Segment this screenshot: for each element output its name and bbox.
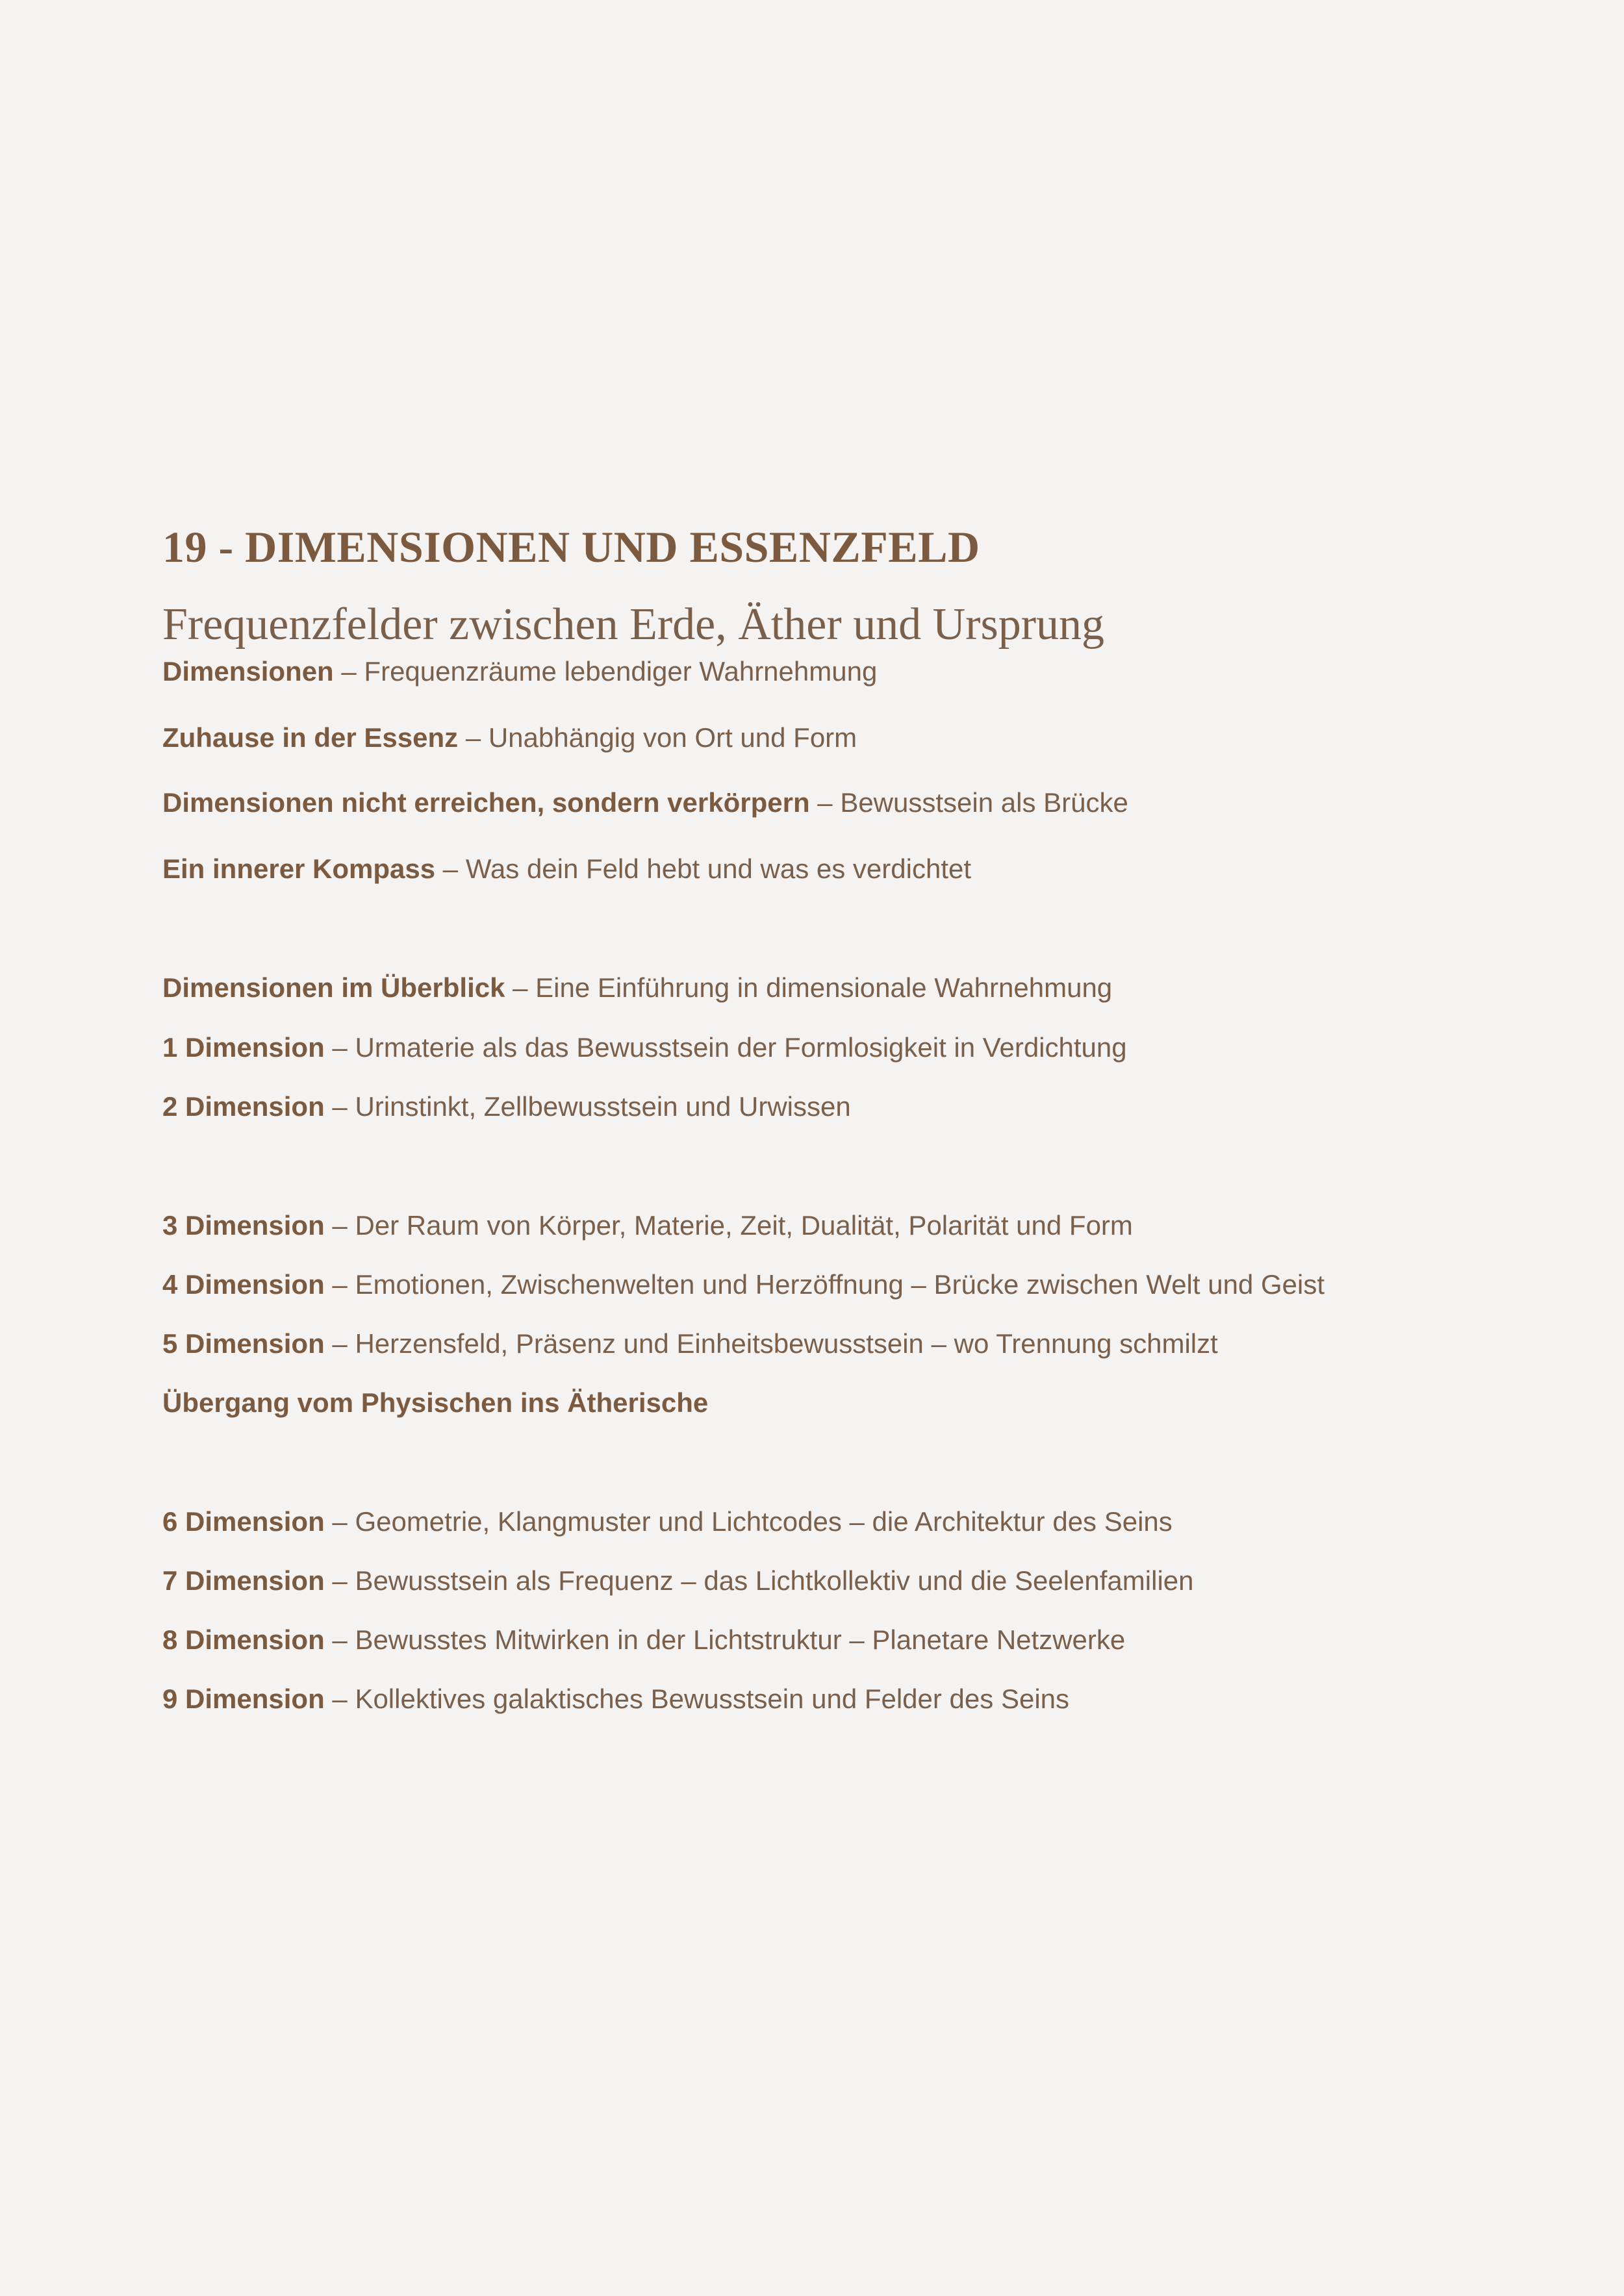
entry-term: 1 Dimension — [162, 1032, 325, 1063]
entry-dash: – — [332, 1210, 348, 1241]
entry-description: Eine Einführung in dimensionale Wahrnehmung — [535, 972, 1113, 1003]
entry-description: Was dein Feld hebt und was es verdichtet — [465, 853, 972, 884]
entry-term: 9 Dimension — [162, 1684, 325, 1714]
entry-dash: – — [332, 1565, 348, 1596]
list-item — [162, 850, 971, 889]
entry-term: 6 Dimension — [162, 1506, 325, 1537]
list-item — [162, 652, 877, 691]
chapter-heading — [162, 514, 1494, 579]
entry-description: Bewusstsein als Frequenz – das Lichtkollektiv und die Seelenfamilien — [355, 1565, 1194, 1596]
entry-term: Dimensionen nicht erreichen, sondern verkörpern — [162, 787, 810, 818]
chapter-subtitle: Frequenzfelder zwischen Erde, Äther und Ursprung — [162, 599, 1105, 650]
entry-dash: – — [332, 1269, 348, 1300]
entry-term: 5 Dimension — [162, 1328, 325, 1359]
entry-description: Kollektives galaktisches Bewusstsein und Felder des Seins — [355, 1684, 1070, 1714]
entry-description: Urmaterie als das Bewusstsein der Formlosigkeit in Verdichtung — [355, 1032, 1127, 1063]
entry-description: Der Raum von Körper, Materie, Zeit, Dualität, Polarität und Form — [355, 1210, 1133, 1241]
entry-dash: – — [465, 722, 481, 753]
entry-term: Dimensionen — [162, 656, 334, 687]
chapter-separator: - — [218, 522, 234, 572]
list-item — [162, 1502, 1173, 1541]
transition-heading — [162, 1383, 708, 1422]
list-item — [162, 1680, 1069, 1719]
list-item — [162, 718, 857, 757]
entry-term: 8 Dimension — [162, 1624, 325, 1655]
entry-term: Ein innerer Kompass — [162, 853, 436, 884]
entry-term: Übergang vom Physischen ins Ätherische — [162, 1387, 709, 1418]
entry-term: Zuhause in der Essenz — [162, 722, 459, 753]
document-page — [162, 514, 1494, 1714]
entry-dash: – — [332, 1624, 348, 1655]
entry-term: 2 Dimension — [162, 1091, 325, 1122]
entry-description: Unabhängig von Ort und Form — [488, 722, 857, 753]
entry-dash: – — [817, 787, 833, 818]
list-item — [162, 1206, 1133, 1245]
entry-description: Bewusstes Mitwirken in der Lichtstruktur – Planetare Netzwerke — [355, 1624, 1126, 1655]
entry-description: Bewusstsein als Brücke — [840, 787, 1128, 818]
chapter-title: DIMENSIONEN UND ESSENZFELD — [245, 522, 980, 572]
list-item — [162, 1265, 1325, 1304]
entry-description: Emotionen, Zwischenwelten und Herzöffnung – Brücke zwischen Welt und Geist — [355, 1269, 1325, 1300]
entry-description: Frequenzräume lebendiger Wahrnehmung — [364, 656, 878, 687]
entry-term: 7 Dimension — [162, 1565, 325, 1596]
entry-term: 3 Dimension — [162, 1210, 325, 1241]
entry-dash: – — [442, 853, 459, 884]
entry-term: Dimensionen im Überblick — [162, 972, 505, 1003]
list-item — [162, 783, 1128, 822]
list-item — [162, 968, 1112, 1007]
entry-dash: – — [332, 1091, 348, 1122]
chapter-number: 19 — [162, 522, 207, 572]
entry-dash: – — [332, 1506, 348, 1537]
list-item — [162, 1621, 1125, 1659]
list-item — [162, 1324, 1218, 1363]
entry-description: Herzensfeld, Präsenz und Einheitsbewusstsein – wo Trennung schmilzt — [355, 1328, 1218, 1359]
entry-dash: – — [332, 1328, 348, 1359]
entry-dash: – — [332, 1684, 348, 1714]
entry-description: Geometrie, Klangmuster und Lichtcodes – die Architektur des Seins — [355, 1506, 1173, 1537]
entry-dash: – — [341, 656, 357, 687]
entry-term: 4 Dimension — [162, 1269, 325, 1300]
list-item — [162, 1087, 851, 1126]
entry-description: Urinstinkt, Zellbewusstsein und Urwissen — [355, 1091, 851, 1122]
entry-dash: – — [513, 972, 528, 1003]
list-item — [162, 1028, 1127, 1067]
list-item — [162, 1561, 1194, 1600]
entry-dash: – — [332, 1032, 348, 1063]
